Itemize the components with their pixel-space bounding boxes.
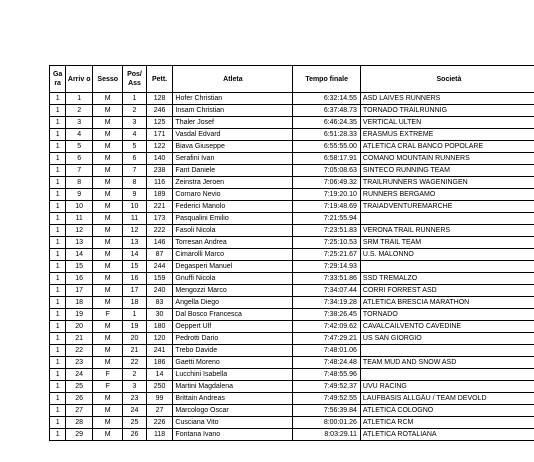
cell-sesso: F	[93, 309, 123, 321]
cell-pos-ass: 22	[123, 357, 146, 369]
cell-gara: 1	[50, 165, 66, 177]
table-row	[50, 141, 534, 153]
cell-gara: 1	[50, 237, 66, 249]
cell-tempo-finale: 7:34:07.44	[293, 285, 361, 297]
cell-tempo-finale: 7:21:55.94	[293, 213, 361, 225]
cell-atleta: Fasoli Nicola	[173, 225, 293, 237]
cell-societa: ATLETICA CRAL BANCO POPOLARE	[360, 141, 534, 153]
cell-arrivo: 8	[66, 177, 93, 189]
cell-arrivo: 1	[66, 93, 93, 105]
cell-arrivo: 11	[66, 213, 93, 225]
cell-tempo-finale: 7:49:52.55	[293, 393, 361, 405]
cell-pett: 118	[146, 429, 173, 441]
cell-atleta: Thaler Josef	[173, 117, 293, 129]
cell-arrivo: 12	[66, 225, 93, 237]
cell-pos-ass: 6	[123, 153, 146, 165]
header-sesso: Sesso	[93, 66, 123, 93]
cell-gara: 1	[50, 393, 66, 405]
cell-tempo-finale: 8:03:29.11	[293, 429, 361, 441]
cell-pos-ass: 13	[123, 237, 146, 249]
cell-sesso: M	[93, 177, 123, 189]
cell-atleta: Serafini Ivan	[173, 153, 293, 165]
cell-societa: U.S. MALONNO	[360, 249, 534, 261]
cell-sesso: M	[93, 261, 123, 273]
cell-arrivo: 9	[66, 189, 93, 201]
cell-tempo-finale: 7:19:20.10	[293, 189, 361, 201]
cell-arrivo: 29	[66, 429, 93, 441]
cell-pett: 128	[146, 93, 173, 105]
table-row	[50, 261, 534, 273]
cell-tempo-finale: 7:47:29.21	[293, 333, 361, 345]
cell-pett: 140	[146, 153, 173, 165]
cell-arrivo: 17	[66, 285, 93, 297]
cell-arrivo: 14	[66, 249, 93, 261]
cell-atleta: Fontana Ivano	[173, 429, 293, 441]
cell-sesso: M	[93, 417, 123, 429]
cell-societa: US SAN GIORGIO	[360, 333, 534, 345]
cell-atleta: Biava Giuseppe	[173, 141, 293, 153]
cell-societa: RUNNERS BERGAMO	[360, 189, 534, 201]
table-row	[50, 225, 534, 237]
cell-gara: 1	[50, 297, 66, 309]
cell-atleta: Martini Magdalena	[173, 381, 293, 393]
cell-atleta: Brittain Andreas	[173, 393, 293, 405]
cell-pos-ass: 1	[123, 309, 146, 321]
cell-sesso: M	[93, 93, 123, 105]
cell-sesso: M	[93, 201, 123, 213]
cell-gara: 1	[50, 333, 66, 345]
cell-arrivo: 3	[66, 117, 93, 129]
table-row	[50, 93, 534, 105]
table-row	[50, 153, 534, 165]
cell-arrivo: 2	[66, 105, 93, 117]
cell-pett: 146	[146, 237, 173, 249]
cell-pos-ass: 23	[123, 393, 146, 405]
cell-tempo-finale: 7:06:49.32	[293, 177, 361, 189]
cell-tempo-finale: 7:42:09.62	[293, 321, 361, 333]
cell-societa	[360, 213, 534, 225]
table-row	[50, 285, 534, 297]
cell-atleta: Oeppert Ulf	[173, 321, 293, 333]
header-societa: Società	[360, 66, 534, 93]
cell-atleta: Cornaro Nevio	[173, 189, 293, 201]
cell-sesso: F	[93, 381, 123, 393]
table-row	[50, 201, 534, 213]
cell-societa	[360, 345, 534, 357]
table-row	[50, 129, 534, 141]
table-row	[50, 393, 534, 405]
cell-tempo-finale: 7:23:51.83	[293, 225, 361, 237]
cell-pett: 250	[146, 381, 173, 393]
cell-gara: 1	[50, 357, 66, 369]
header-tempo-finale: Tempo finale	[293, 66, 361, 93]
cell-gara: 1	[50, 249, 66, 261]
cell-arrivo: 15	[66, 261, 93, 273]
cell-sesso: M	[93, 273, 123, 285]
cell-gara: 1	[50, 345, 66, 357]
cell-gara: 1	[50, 405, 66, 417]
cell-atleta: Pedrotti Dario	[173, 333, 293, 345]
cell-pett: 173	[146, 213, 173, 225]
cell-sesso: M	[93, 249, 123, 261]
table-row	[50, 237, 534, 249]
cell-pos-ass: 3	[123, 381, 146, 393]
cell-tempo-finale: 7:48:55.96	[293, 369, 361, 381]
cell-pett: 14	[146, 369, 173, 381]
cell-gara: 1	[50, 285, 66, 297]
table-row	[50, 345, 534, 357]
cell-sesso: F	[93, 369, 123, 381]
cell-pos-ass: 24	[123, 405, 146, 417]
cell-pett: 27	[146, 405, 173, 417]
cell-pos-ass: 11	[123, 213, 146, 225]
cell-arrivo: 21	[66, 333, 93, 345]
cell-pos-ass: 20	[123, 333, 146, 345]
cell-sesso: M	[93, 213, 123, 225]
cell-sesso: M	[93, 141, 123, 153]
table-row	[50, 333, 534, 345]
cell-sesso: M	[93, 405, 123, 417]
cell-pos-ass: 10	[123, 201, 146, 213]
table-row	[50, 309, 534, 321]
cell-societa: ATLETICA ROTALIANA	[360, 429, 534, 441]
cell-arrivo: 10	[66, 201, 93, 213]
cell-tempo-finale: 6:32:14.55	[293, 93, 361, 105]
cell-tempo-finale: 7:56:39.84	[293, 405, 361, 417]
cell-gara: 1	[50, 417, 66, 429]
cell-pett: 171	[146, 129, 173, 141]
cell-pett: 241	[146, 345, 173, 357]
cell-sesso: M	[93, 285, 123, 297]
cell-tempo-finale: 7:38:26.45	[293, 309, 361, 321]
cell-pett: 116	[146, 177, 173, 189]
cell-pos-ass: 16	[123, 273, 146, 285]
cell-tempo-finale: 7:25:21.67	[293, 249, 361, 261]
cell-pos-ass: 4	[123, 129, 146, 141]
cell-tempo-finale: 7:48:01.06	[293, 345, 361, 357]
cell-societa: TRAIADVENTUREMARCHE	[360, 201, 534, 213]
cell-societa: COMANO MOUNTAIN RUNNERS	[360, 153, 534, 165]
cell-pos-ass: 3	[123, 117, 146, 129]
cell-pos-ass: 7	[123, 165, 146, 177]
cell-arrivo: 4	[66, 129, 93, 141]
cell-gara: 1	[50, 429, 66, 441]
cell-societa: ATLETICA COLOGNO	[360, 405, 534, 417]
table-row	[50, 105, 534, 117]
cell-tempo-finale: 6:55:55.00	[293, 141, 361, 153]
cell-pett: 186	[146, 357, 173, 369]
cell-societa: TORNADO TRAILRUNNIG	[360, 105, 534, 117]
cell-sesso: M	[93, 333, 123, 345]
cell-pos-ass: 2	[123, 105, 146, 117]
cell-pos-ass: 5	[123, 141, 146, 153]
cell-tempo-finale: 6:37:48.73	[293, 105, 361, 117]
table-row	[50, 117, 534, 129]
cell-pos-ass: 1	[123, 93, 146, 105]
cell-sesso: M	[93, 117, 123, 129]
cell-societa: VERONA TRAIL RUNNERS	[360, 225, 534, 237]
cell-sesso: M	[93, 297, 123, 309]
cell-societa: SSD TREMALZO	[360, 273, 534, 285]
cell-sesso: M	[93, 429, 123, 441]
cell-pett: 30	[146, 309, 173, 321]
cell-gara: 1	[50, 129, 66, 141]
table-row	[50, 213, 534, 225]
cell-sesso: M	[93, 165, 123, 177]
cell-arrivo: 5	[66, 141, 93, 153]
cell-gara: 1	[50, 117, 66, 129]
cell-sesso: M	[93, 321, 123, 333]
cell-societa: ATLETICA RCM	[360, 417, 534, 429]
cell-atleta: Federici Manolo	[173, 201, 293, 213]
cell-gara: 1	[50, 201, 66, 213]
results-table	[49, 65, 534, 441]
cell-tempo-finale: 7:48:24.48	[293, 357, 361, 369]
cell-tempo-finale: 7:49:52.37	[293, 381, 361, 393]
cell-tempo-finale: 7:34:19.28	[293, 297, 361, 309]
cell-sesso: M	[93, 225, 123, 237]
cell-pett: 122	[146, 141, 173, 153]
header-gara: Ga ra	[50, 66, 66, 93]
cell-arrivo: 13	[66, 237, 93, 249]
cell-pos-ass: 21	[123, 345, 146, 357]
cell-atleta: Lucchini Isabella	[173, 369, 293, 381]
cell-arrivo: 19	[66, 309, 93, 321]
cell-gara: 1	[50, 369, 66, 381]
table-row	[50, 357, 534, 369]
cell-gara: 1	[50, 213, 66, 225]
cell-societa	[360, 369, 534, 381]
cell-gara: 1	[50, 189, 66, 201]
cell-pos-ass: 25	[123, 417, 146, 429]
table-row	[50, 189, 534, 201]
cell-societa: TORNADO	[360, 309, 534, 321]
cell-pett: 189	[146, 189, 173, 201]
cell-arrivo: 20	[66, 321, 93, 333]
cell-atleta: Cimarolli Marco	[173, 249, 293, 261]
cell-atleta: Mengozzi Marco	[173, 285, 293, 297]
results-body	[50, 93, 534, 441]
table-row	[50, 405, 534, 417]
cell-pett: 83	[146, 297, 173, 309]
cell-tempo-finale: 6:58:17.91	[293, 153, 361, 165]
cell-arrivo: 23	[66, 357, 93, 369]
cell-pett: 240	[146, 285, 173, 297]
cell-pett: 99	[146, 393, 173, 405]
cell-gara: 1	[50, 321, 66, 333]
cell-atleta: Gnuffi Nicola	[173, 273, 293, 285]
cell-arrivo: 28	[66, 417, 93, 429]
cell-arrivo: 16	[66, 273, 93, 285]
cell-tempo-finale: 6:51:28.33	[293, 129, 361, 141]
cell-sesso: M	[93, 129, 123, 141]
cell-pos-ass: 2	[123, 369, 146, 381]
cell-pos-ass: 26	[123, 429, 146, 441]
cell-pett: 246	[146, 105, 173, 117]
cell-atleta: Insam Christian	[173, 105, 293, 117]
cell-arrivo: 25	[66, 381, 93, 393]
cell-gara: 1	[50, 225, 66, 237]
cell-gara: 1	[50, 177, 66, 189]
cell-atleta: Angella Diego	[173, 297, 293, 309]
cell-societa: TEAM MUD AND SNOW ASD	[360, 357, 534, 369]
cell-tempo-finale: 7:25:10.53	[293, 237, 361, 249]
cell-gara: 1	[50, 105, 66, 117]
cell-pett: 238	[146, 165, 173, 177]
results-sheet	[49, 65, 534, 441]
cell-pos-ass: 8	[123, 177, 146, 189]
cell-sesso: M	[93, 357, 123, 369]
cell-atleta: Vasdal Edvard	[173, 129, 293, 141]
cell-gara: 1	[50, 153, 66, 165]
cell-atleta: Hofer Christian	[173, 93, 293, 105]
cell-tempo-finale: 8:00:01.26	[293, 417, 361, 429]
table-row	[50, 273, 534, 285]
cell-atleta: Trebo Davide	[173, 345, 293, 357]
cell-societa: UVU RACING	[360, 381, 534, 393]
header-atleta: Atleta	[173, 66, 293, 93]
cell-atleta: Cusciana Vito	[173, 417, 293, 429]
cell-pos-ass: 15	[123, 261, 146, 273]
cell-tempo-finale: 6:46:24.35	[293, 117, 361, 129]
cell-atleta: Degasperi Manuel	[173, 261, 293, 273]
cell-atleta: Marcologo Oscar	[173, 405, 293, 417]
table-row	[50, 429, 534, 441]
header-row	[50, 66, 534, 93]
cell-societa	[360, 261, 534, 273]
cell-pos-ass: 18	[123, 297, 146, 309]
cell-pos-ass: 14	[123, 249, 146, 261]
cell-sesso: M	[93, 153, 123, 165]
cell-societa: ATLETICA BRESCIA MARATHON	[360, 297, 534, 309]
cell-sesso: M	[93, 345, 123, 357]
cell-pett: 222	[146, 225, 173, 237]
cell-gara: 1	[50, 381, 66, 393]
cell-arrivo: 18	[66, 297, 93, 309]
cell-atleta: Torresan Andrea	[173, 237, 293, 249]
table-row	[50, 177, 534, 189]
cell-societa: SINTECO RUNNING TEAM	[360, 165, 534, 177]
cell-tempo-finale: 7:19:48.69	[293, 201, 361, 213]
cell-gara: 1	[50, 141, 66, 153]
cell-sesso: M	[93, 237, 123, 249]
cell-pos-ass: 12	[123, 225, 146, 237]
cell-arrivo: 24	[66, 369, 93, 381]
cell-sesso: M	[93, 189, 123, 201]
header-pos-ass: Pos/ Ass	[123, 66, 146, 93]
cell-pett: 125	[146, 117, 173, 129]
cell-pett: 221	[146, 201, 173, 213]
cell-pett: 87	[146, 249, 173, 261]
cell-gara: 1	[50, 309, 66, 321]
cell-atleta: Pasqualini Emilio	[173, 213, 293, 225]
cell-atleta: Dal Bosco Francesca	[173, 309, 293, 321]
cell-atleta: Gaetti Moreno	[173, 357, 293, 369]
cell-sesso: M	[93, 393, 123, 405]
cell-arrivo: 7	[66, 165, 93, 177]
cell-arrivo: 26	[66, 393, 93, 405]
cell-societa: VERTICAL ULTEN	[360, 117, 534, 129]
cell-arrivo: 27	[66, 405, 93, 417]
cell-gara: 1	[50, 273, 66, 285]
cell-arrivo: 6	[66, 153, 93, 165]
table-row	[50, 165, 534, 177]
cell-societa: SRM TRAIL TEAM	[360, 237, 534, 249]
cell-pett: 244	[146, 261, 173, 273]
cell-gara: 1	[50, 261, 66, 273]
cell-atleta: Zeinstra Jeroen	[173, 177, 293, 189]
cell-societa: ERASMUS EXTREME	[360, 129, 534, 141]
cell-pos-ass: 17	[123, 285, 146, 297]
cell-sesso: M	[93, 105, 123, 117]
table-row	[50, 321, 534, 333]
cell-gara: 1	[50, 93, 66, 105]
header-arrivo: Arriv o	[66, 66, 93, 93]
cell-tempo-finale: 7:29:14.93	[293, 261, 361, 273]
cell-societa: CORRI FORREST ASD	[360, 285, 534, 297]
cell-arrivo: 22	[66, 345, 93, 357]
cell-societa: ASD LAIVES RUNNERS	[360, 93, 534, 105]
cell-tempo-finale: 7:33:51.86	[293, 273, 361, 285]
cell-societa: CAVALCAILVENTO CAVEDINE	[360, 321, 534, 333]
table-row	[50, 297, 534, 309]
table-row	[50, 249, 534, 261]
table-row	[50, 369, 534, 381]
cell-tempo-finale: 7:05:08.63	[293, 165, 361, 177]
cell-societa: LAUFBASIS ALLGÄU / TEAM DEVOLD	[360, 393, 534, 405]
cell-pos-ass: 9	[123, 189, 146, 201]
cell-pett: 120	[146, 333, 173, 345]
cell-pos-ass: 19	[123, 321, 146, 333]
cell-societa: TRAILRUNNERS WAGENINGEN	[360, 177, 534, 189]
cell-pett: 226	[146, 417, 173, 429]
cell-pett: 180	[146, 321, 173, 333]
table-row	[50, 417, 534, 429]
cell-atleta: Fant Daniele	[173, 165, 293, 177]
cell-pett: 159	[146, 273, 173, 285]
table-row	[50, 381, 534, 393]
header-pett: Pett.	[146, 66, 173, 93]
